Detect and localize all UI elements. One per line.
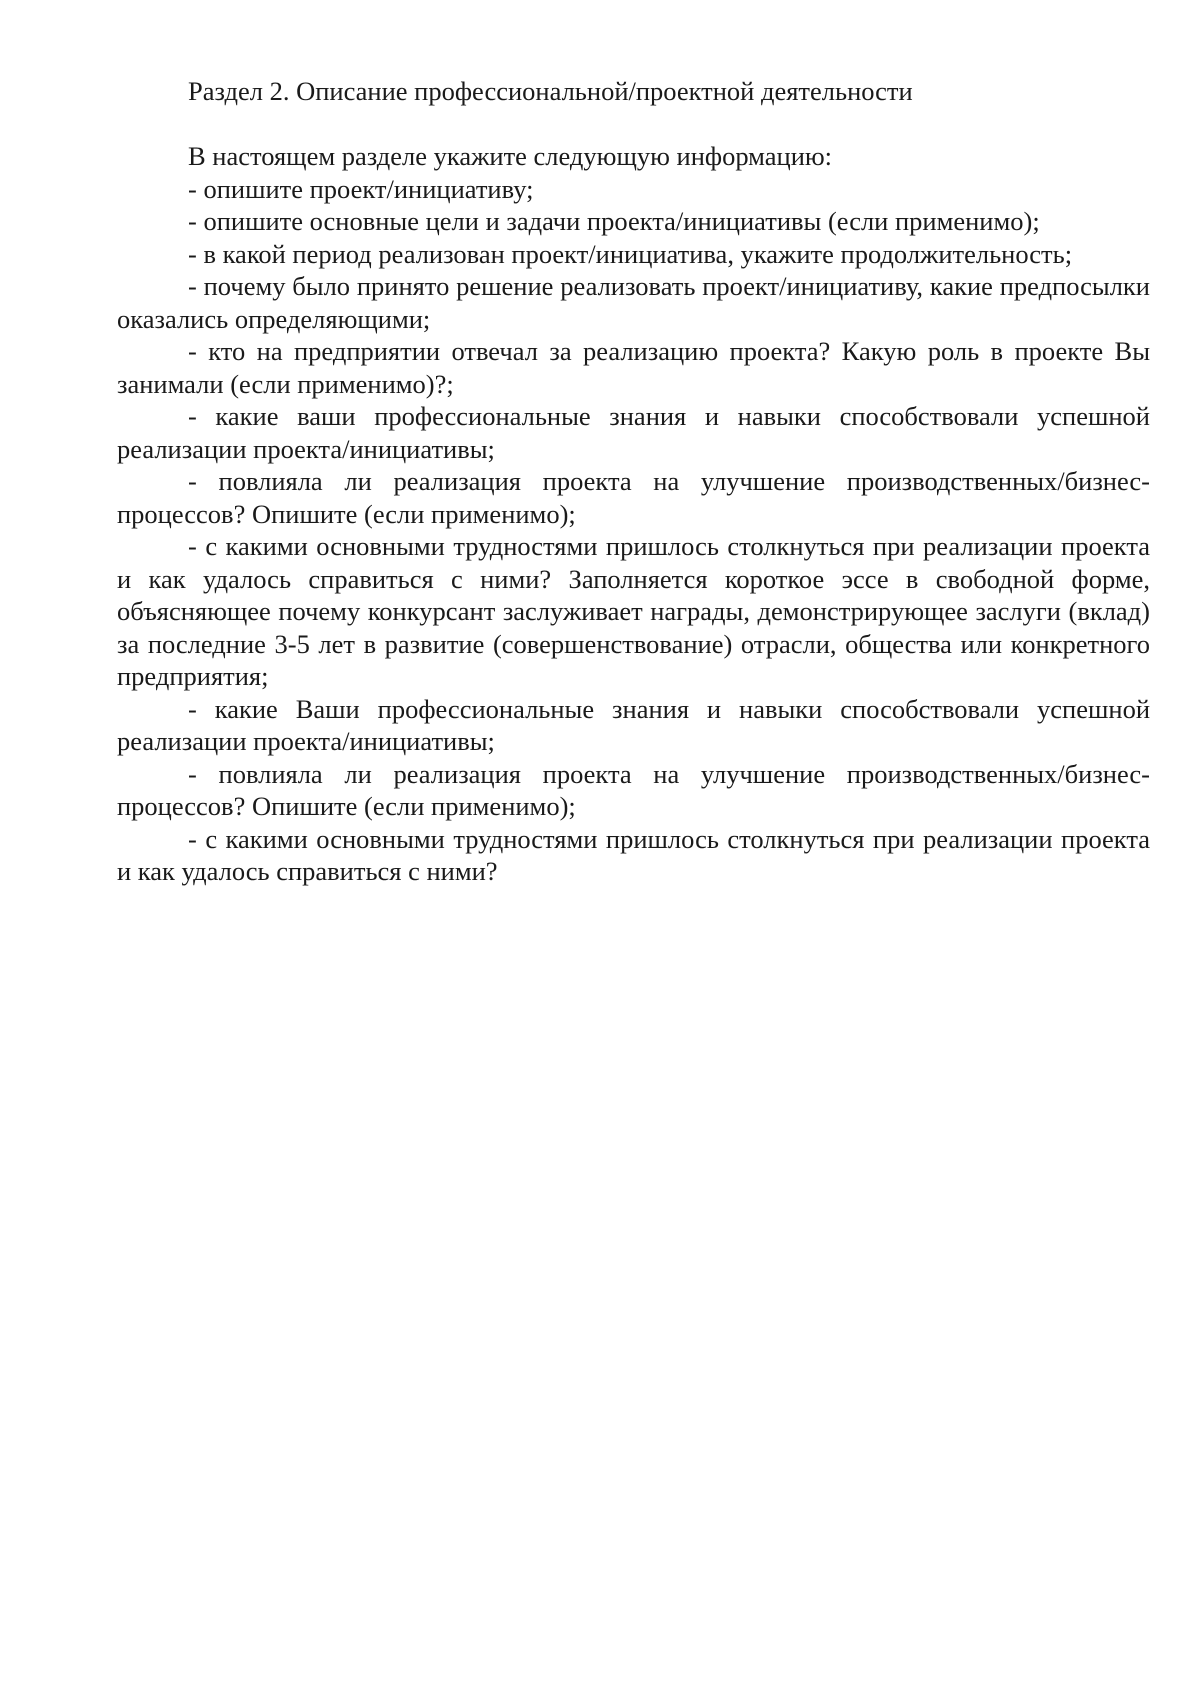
requirements-list [117,173,1150,888]
intro-paragraph: В настоящем разделе укажите следующую информацию: [188,141,833,171]
document-content [117,75,1150,888]
section-title: Раздел 2. Описание профессиональной/проектной деятельности [188,76,913,106]
list-item: - кто на предприятии отвечал за реализацию проекта? Какую роль в проекте Вы занимали (если применимо)?; [117,336,1150,399]
list-item: - в какой период реализован проект/инициатива, укажите продолжительность; [188,238,1073,269]
list-item: - опишите основные цели и задачи проекта/инициативы (если применимо); [188,206,1040,236]
list-item: - с какими основными трудностями пришлось столкнуться при реализации проекта и как удалось справиться с ними? Заполняется короткое эссе в свободной форме, объясняющее почему конкурсант заслуживает награды, демонстрирующее заслуги (вклад) за последние 3-5 лет в развитие (совершенствование) отрасли, общества или конкретного предприятия; [117,531,1150,691]
list-item: - какие ваши профессиональные знания и навыки способствовали успешной реализации проекта/инициативы; [117,401,1150,464]
list-item: - повлияла ли реализация проекта на улучшение производственных/бизнес-процессов? Опишите (если применимо); [117,758,1150,821]
list-item: - какие Ваши профессиональные знания и навыки способствовали успешной реализации проекта/инициативы; [117,693,1150,756]
list-item: - почему было принято решение реализовать проект/инициативу, какие предпосылки оказались определяющими; [117,271,1150,334]
list-item: - повлияла ли реализация проекта на улучшение производственных/бизнес-процессов? Опишите (если применимо); [117,466,1150,529]
list-item: - опишите проект/инициативу; [188,173,534,204]
list-item: - с какими основными трудностями пришлось столкнуться при реализации проекта и как удалось справиться с ними? [117,823,1150,886]
